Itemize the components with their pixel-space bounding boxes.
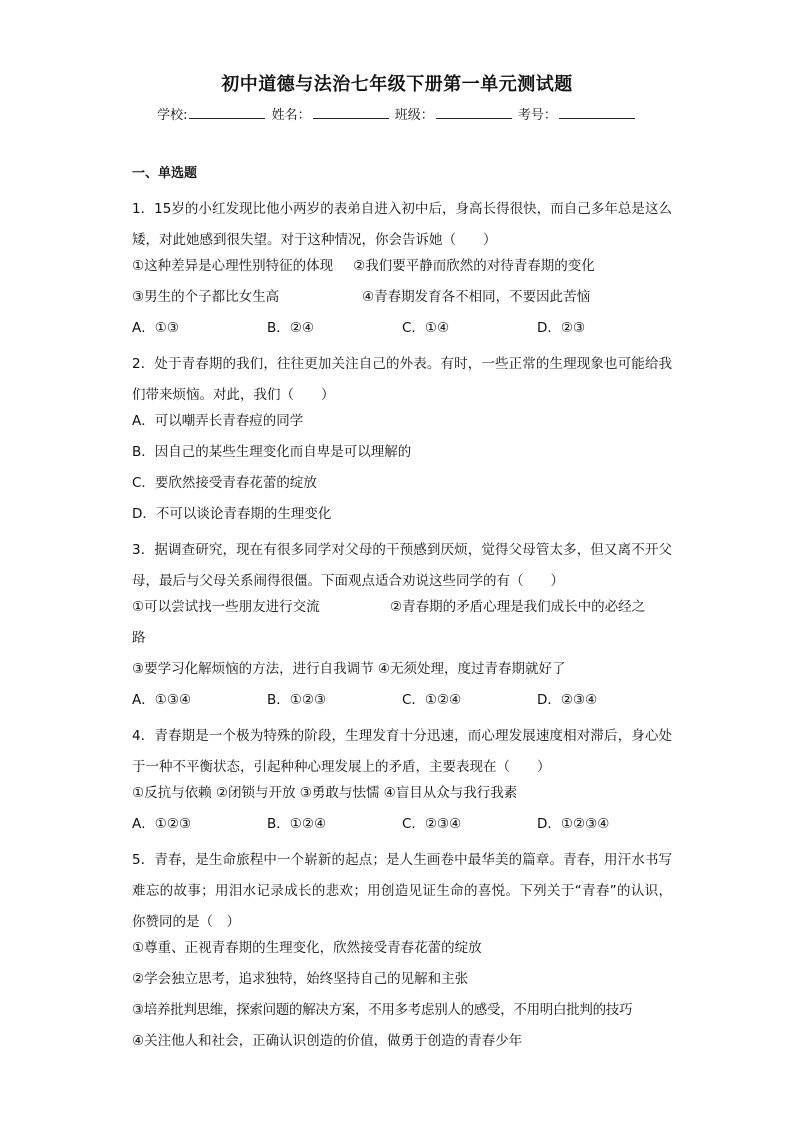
class-blank[interactable] [436, 106, 512, 119]
question-2-choice-a[interactable]: A．可以嘲弄长青春痘的同学 [132, 413, 304, 429]
choice-b[interactable]: B．①②④ [267, 816, 327, 832]
section-heading: 一、单选题 [132, 166, 198, 181]
choice-c[interactable]: C．①④ [402, 320, 450, 336]
question-3-statements-b: ③要学习化解烦恼的方法，进行自我调节 ④无须处理，度过青春期就好了 [132, 661, 566, 677]
student-info-line [0, 104, 794, 123]
question-4-statements: ①反抗与依赖 ②闭锁与开放 ③勇敢与怯懦 ④盲目从众与我行我素 [132, 785, 518, 801]
choice-d[interactable]: D．②③④ [537, 692, 598, 708]
question-4-choices [132, 814, 672, 834]
question-3-statements-a: ①可以尝试找一些朋友进行交流 ②青春期的矛盾心理是我们成长中的必经之 [132, 599, 646, 615]
choice-a[interactable]: A．①③④ [132, 692, 192, 708]
choice-a[interactable]: A．①③ [132, 320, 179, 336]
choice-c[interactable]: C．②③④ [402, 816, 462, 832]
question-4-stem: 4．青春期是一个极为特殊的阶段，生理发育十分迅速，而心理发展速度相对滞后，身心处于一种不平衡状态，引起种种心理发展上的矛盾，主要表现在（ ） [132, 728, 672, 775]
question-2-choice-b[interactable]: B．因自己的某些生理变化而自卑是可以理解的 [132, 444, 412, 460]
question-5-stem: 5．青春，是生命旅程中一个崭新的起点；是人生画卷中最华美的篇章。青春，用汗水书写难忘的故事；用泪水记录成长的悲欢；用创造见证生命的喜悦。下列关于“青春”的认识，你赞同的是（ ） [132, 852, 672, 930]
question-2-stem: 2．处于青春期的我们，往往更加关注自己的外表。有时，一些正常的生理现象也可能给我们带来烦恼。对此，我们（ ） [132, 356, 672, 403]
question-5-statement-4: ④关注他人和社会，正确认识创造的价值，做勇于创造的青春少年 [132, 1033, 523, 1049]
question-2-choice-d[interactable]: D．不可以谈论青春期的生理变化 [132, 506, 332, 522]
name-blank[interactable] [313, 106, 389, 119]
question-1-statements-a: ①这种差异是心理性别特征的体现 ②我们要平静而欣然的对待青春期的变化 [132, 258, 595, 274]
class-label: 班级： [394, 108, 434, 123]
name-label: 姓名： [271, 108, 311, 123]
question-5-statement-3: ③培养批判思维，探索问题的解决方案，不用多考虑别人的感受，不用明白批判的技巧 [132, 1002, 633, 1018]
school-label: 学校: [157, 108, 188, 123]
choice-b[interactable]: B．①②③ [267, 692, 327, 708]
id-blank[interactable] [559, 106, 635, 119]
choice-c[interactable]: C．①②④ [402, 692, 462, 708]
question-1-stem: 1．15岁的小红发现比他小两岁的表弟自进入初中后，身高长得很快，而自己多年总是这么矮，对此她感到很失望。对于这种情况，你会告诉她（ ） [132, 201, 672, 248]
choice-d[interactable]: D．①②③④ [537, 816, 610, 832]
choice-a[interactable]: A．①②③ [132, 816, 192, 832]
question-3-stem: 3．据调查研究，现在有很多同学对父母的干预感到厌烦，觉得父母管太多，但又离不开父母，最后与父母关系闹得很僵。下面观点适合劝说这些同学的有（ ） [132, 542, 672, 589]
question-2-choice-c[interactable]: C．要欣然接受青春花蕾的绽放 [132, 475, 317, 491]
question-list [132, 164, 672, 1062]
question-3-statements-a-wrap: 路 [132, 630, 146, 646]
choice-b[interactable]: B．②④ [267, 320, 314, 336]
question-5-statement-1: ①尊重、正视青春期的生理变化，欣然接受青春花蕾的绽放 [132, 940, 482, 956]
id-label: 考号： [517, 108, 557, 123]
school-blank[interactable] [189, 106, 265, 119]
question-5-statement-2: ②学会独立思考，追求独特，始终坚持自己的见解和主张 [132, 971, 469, 987]
question-1-statements-b: ③男生的个子都比女生高 ④青春期发育各不相同，不要因此苦恼 [132, 289, 591, 305]
page-title: 初中道德与法治七年级下册第一单元测试题 [221, 74, 573, 95]
question-3-choices [132, 690, 672, 710]
question-1-choices [132, 318, 672, 338]
choice-d[interactable]: D．②③ [537, 320, 586, 336]
